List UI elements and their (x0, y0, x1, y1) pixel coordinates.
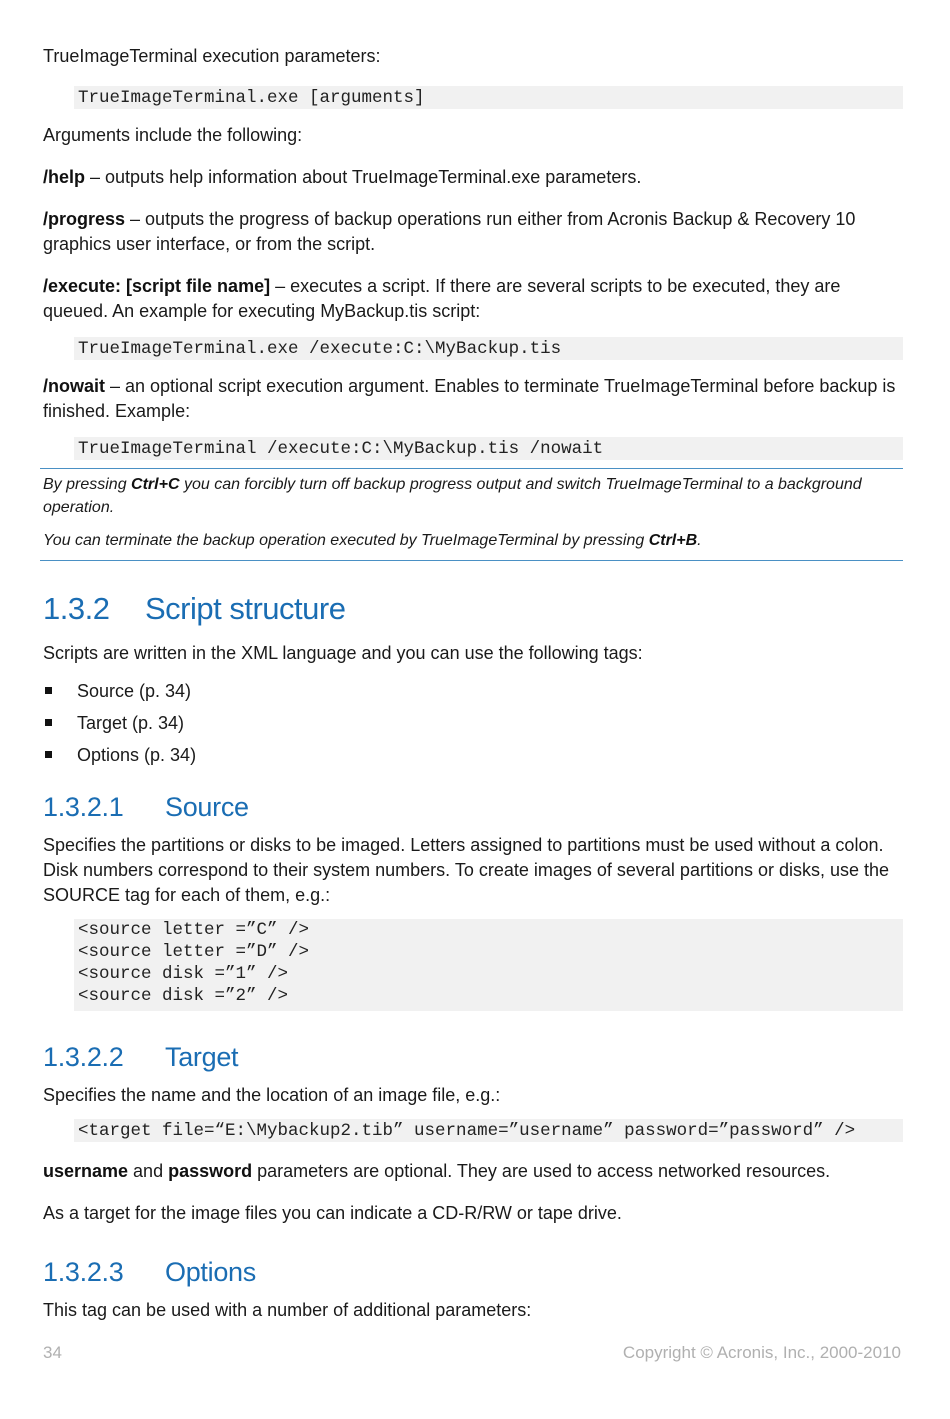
param-help (43, 165, 903, 190)
param-nowait-term: /nowait (43, 376, 105, 396)
section-intro: Scripts are written in the XML language and you can use the following tags: (43, 643, 643, 663)
tag-list (43, 675, 903, 771)
bullet-icon (45, 751, 52, 758)
page-number: 34 (43, 1343, 62, 1362)
param-execute (43, 274, 903, 324)
bullet-icon (45, 687, 52, 694)
param-nowait-desc: – an optional script execution argument. Enables to terminate TrueImageTerminal before backup is finished. Example: (43, 376, 896, 421)
param-progress (43, 207, 903, 257)
subsection-heading-source: 1.3.2.1 Source (43, 792, 249, 822)
list-item[interactable]: Source (p. 34) (43, 675, 903, 707)
param-nowait (43, 374, 903, 424)
code-source: <source letter =”C” /> <source letter =”D” /> <source disk =”1” /> <source disk =”2” /> (74, 919, 903, 1011)
subsection-heading-options: 1.3.2.3 Options (43, 1257, 256, 1287)
target-params-note: username and password parameters are optional. They are used to access networked resources. (43, 1161, 831, 1181)
note-ctrl-b: You can terminate the backup operation executed by TrueImageTerminal by pressing Ctrl+B. (43, 532, 702, 549)
section-number: 1.3.2 (43, 591, 110, 626)
param-execute-desc: – executes a script. If there are several scripts to be executed, they are queued. An example for executing MyBackup.tis script: (43, 276, 841, 321)
key-ctrl-b: Ctrl+B (648, 532, 698, 549)
param-execute-term: /execute: [script file name] (43, 276, 271, 296)
target-media-note: As a target for the image files you can indicate a CD-R/RW or tape drive. (43, 1203, 622, 1223)
list-item[interactable]: Options (p. 34) (43, 739, 903, 771)
section-title: Script structure (145, 591, 346, 626)
source-desc: Specifies the partitions or disks to be imaged. Letters assigned to partitions must be used without a colon. Disk numbers correspond to their system numbers. To create images of several partitions or disks, use the SOURCE tag for each of them, e.g.: (43, 835, 890, 905)
key-ctrl-c: Ctrl+C (131, 476, 180, 493)
param-progress-term: /progress (43, 209, 126, 229)
note-ctrl-c: By pressing Ctrl+C you can forcibly turn off backup progress output and switch TrueImageTerminal to a background operation. (43, 476, 862, 516)
param-progress-desc: – outputs the progress of backup operations run either from Acronis Backup & Recovery 10 graphics user interface, or from the script. (43, 209, 856, 254)
param-help-desc: – outputs help information about TrueImageTerminal.exe parameters. (85, 167, 642, 187)
code-syntax: TrueImageTerminal.exe [arguments] (74, 86, 903, 109)
list-item[interactable]: Target (p. 34) (43, 707, 903, 739)
code-target: <target file=“E:\Mybackup2.tib” username=”username” password=”password” /> (74, 1119, 903, 1142)
args-intro: Arguments include the following: (43, 125, 303, 145)
options-desc: This tag can be used with a number of additional parameters: (43, 1300, 532, 1320)
document-page (43, 44, 903, 1323)
copyright: Copyright © Acronis, Inc., 2000-2010 (622, 1343, 901, 1362)
bullet-icon (45, 719, 52, 726)
param-help-term: /help (43, 167, 86, 187)
subsection-heading-target: 1.3.2.2 Target (43, 1042, 239, 1072)
code-execute: TrueImageTerminal.exe /execute:C:\MyBackup.tis (74, 337, 903, 360)
section-heading-script-structure (43, 591, 903, 627)
target-desc: Specifies the name and the location of an image file, e.g.: (43, 1085, 501, 1105)
intro-text: TrueImageTerminal execution parameters: (43, 46, 381, 66)
note-box (40, 468, 903, 561)
code-nowait: TrueImageTerminal /execute:C:\MyBackup.tis /nowait (74, 437, 903, 460)
